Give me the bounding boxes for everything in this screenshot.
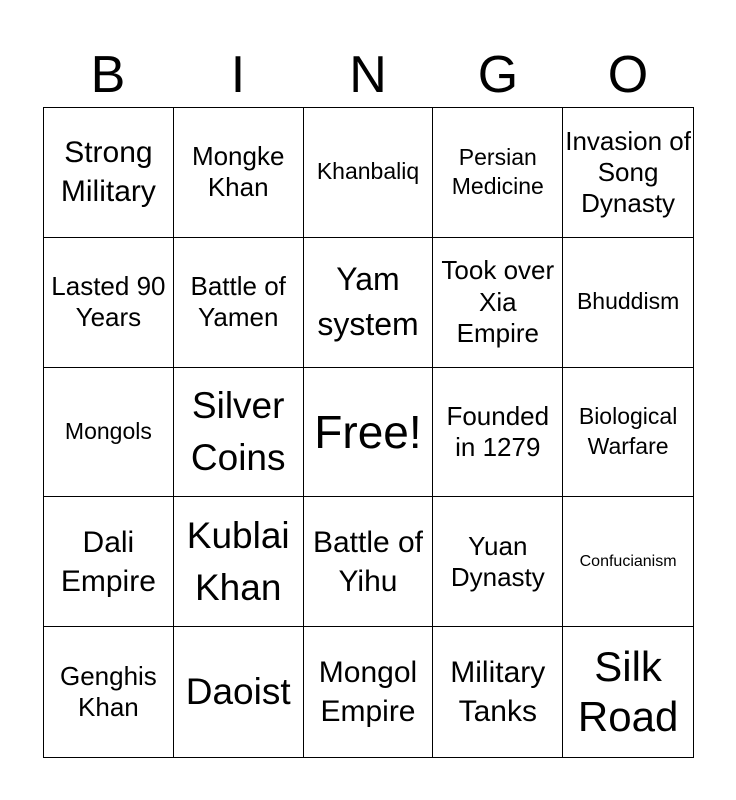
- bingo-cell[interactable]: [563, 368, 693, 498]
- cell-label: Mongke Khan: [191, 141, 285, 203]
- bingo-cell[interactable]: [563, 627, 693, 757]
- header-letter-n: N: [349, 46, 387, 104]
- cell-label: Battle of Yihu: [312, 525, 424, 598]
- cell-label: Confucianism: [579, 552, 677, 570]
- cell-label: Persian Medicine: [451, 143, 544, 200]
- bingo-cell[interactable]: [304, 497, 434, 627]
- bingo-cell[interactable]: [563, 108, 693, 238]
- cell-label: Yam system: [317, 261, 419, 343]
- bingo-cell[interactable]: [304, 238, 434, 368]
- bingo-cell[interactable]: [433, 627, 563, 757]
- bingo-cell[interactable]: [174, 368, 304, 498]
- cell-label: Founded in 1279: [446, 400, 550, 462]
- free-space-cell[interactable]: [304, 368, 434, 498]
- bingo-cell[interactable]: [174, 627, 304, 757]
- bingo-cell[interactable]: [174, 497, 304, 627]
- cell-label: Khanbaliq: [316, 158, 420, 185]
- bingo-cell[interactable]: [174, 238, 304, 368]
- cell-label: Strong Military: [60, 136, 156, 209]
- bingo-cell[interactable]: [44, 238, 174, 368]
- bingo-cell[interactable]: [44, 627, 174, 757]
- cell-label: Genghis Khan: [59, 660, 157, 723]
- bingo-cell[interactable]: [44, 368, 174, 498]
- cell-label: Bhuddism: [576, 288, 680, 315]
- bingo-cell[interactable]: [44, 497, 174, 627]
- bingo-board: [43, 107, 694, 758]
- bingo-cell[interactable]: [304, 108, 434, 238]
- bingo-cell[interactable]: [563, 497, 693, 627]
- cell-label: Lasted 90 Years: [51, 271, 166, 333]
- cell-label: Kublai Khan: [186, 514, 290, 608]
- header-letter-b: B: [90, 46, 126, 104]
- free-space-label: Free!: [314, 405, 422, 458]
- cell-label: Biological Warfare: [578, 403, 678, 459]
- bingo-header: [43, 46, 693, 104]
- cell-label: Invasion of Song Dynasty: [565, 125, 691, 218]
- bingo-cell[interactable]: [563, 238, 693, 368]
- bingo-cell[interactable]: [174, 108, 304, 238]
- cell-label: Battle of Yamen: [190, 271, 286, 333]
- cell-label: Yuan Dynasty: [450, 530, 545, 592]
- bingo-cell[interactable]: [304, 627, 434, 757]
- cell-label: Mongol Empire: [318, 656, 418, 729]
- bingo-cell[interactable]: [433, 238, 563, 368]
- cell-label: Took over Xia Empire: [441, 255, 555, 348]
- cell-label: Silver Coins: [190, 385, 286, 478]
- header-letter-o: O: [607, 46, 649, 104]
- cell-label: Dali Empire: [60, 525, 156, 598]
- bingo-cell[interactable]: [44, 108, 174, 238]
- bingo-cell[interactable]: [433, 497, 563, 627]
- header-letter-g: G: [477, 46, 519, 104]
- cell-label: Silk Road: [577, 642, 679, 741]
- header-letter-i: I: [230, 46, 246, 104]
- bingo-cell[interactable]: [433, 368, 563, 498]
- bingo-cell[interactable]: [433, 108, 563, 238]
- cell-label: Mongols: [64, 418, 152, 445]
- cell-label: Military Tanks: [450, 656, 546, 729]
- cell-label: Daoist: [185, 671, 291, 713]
